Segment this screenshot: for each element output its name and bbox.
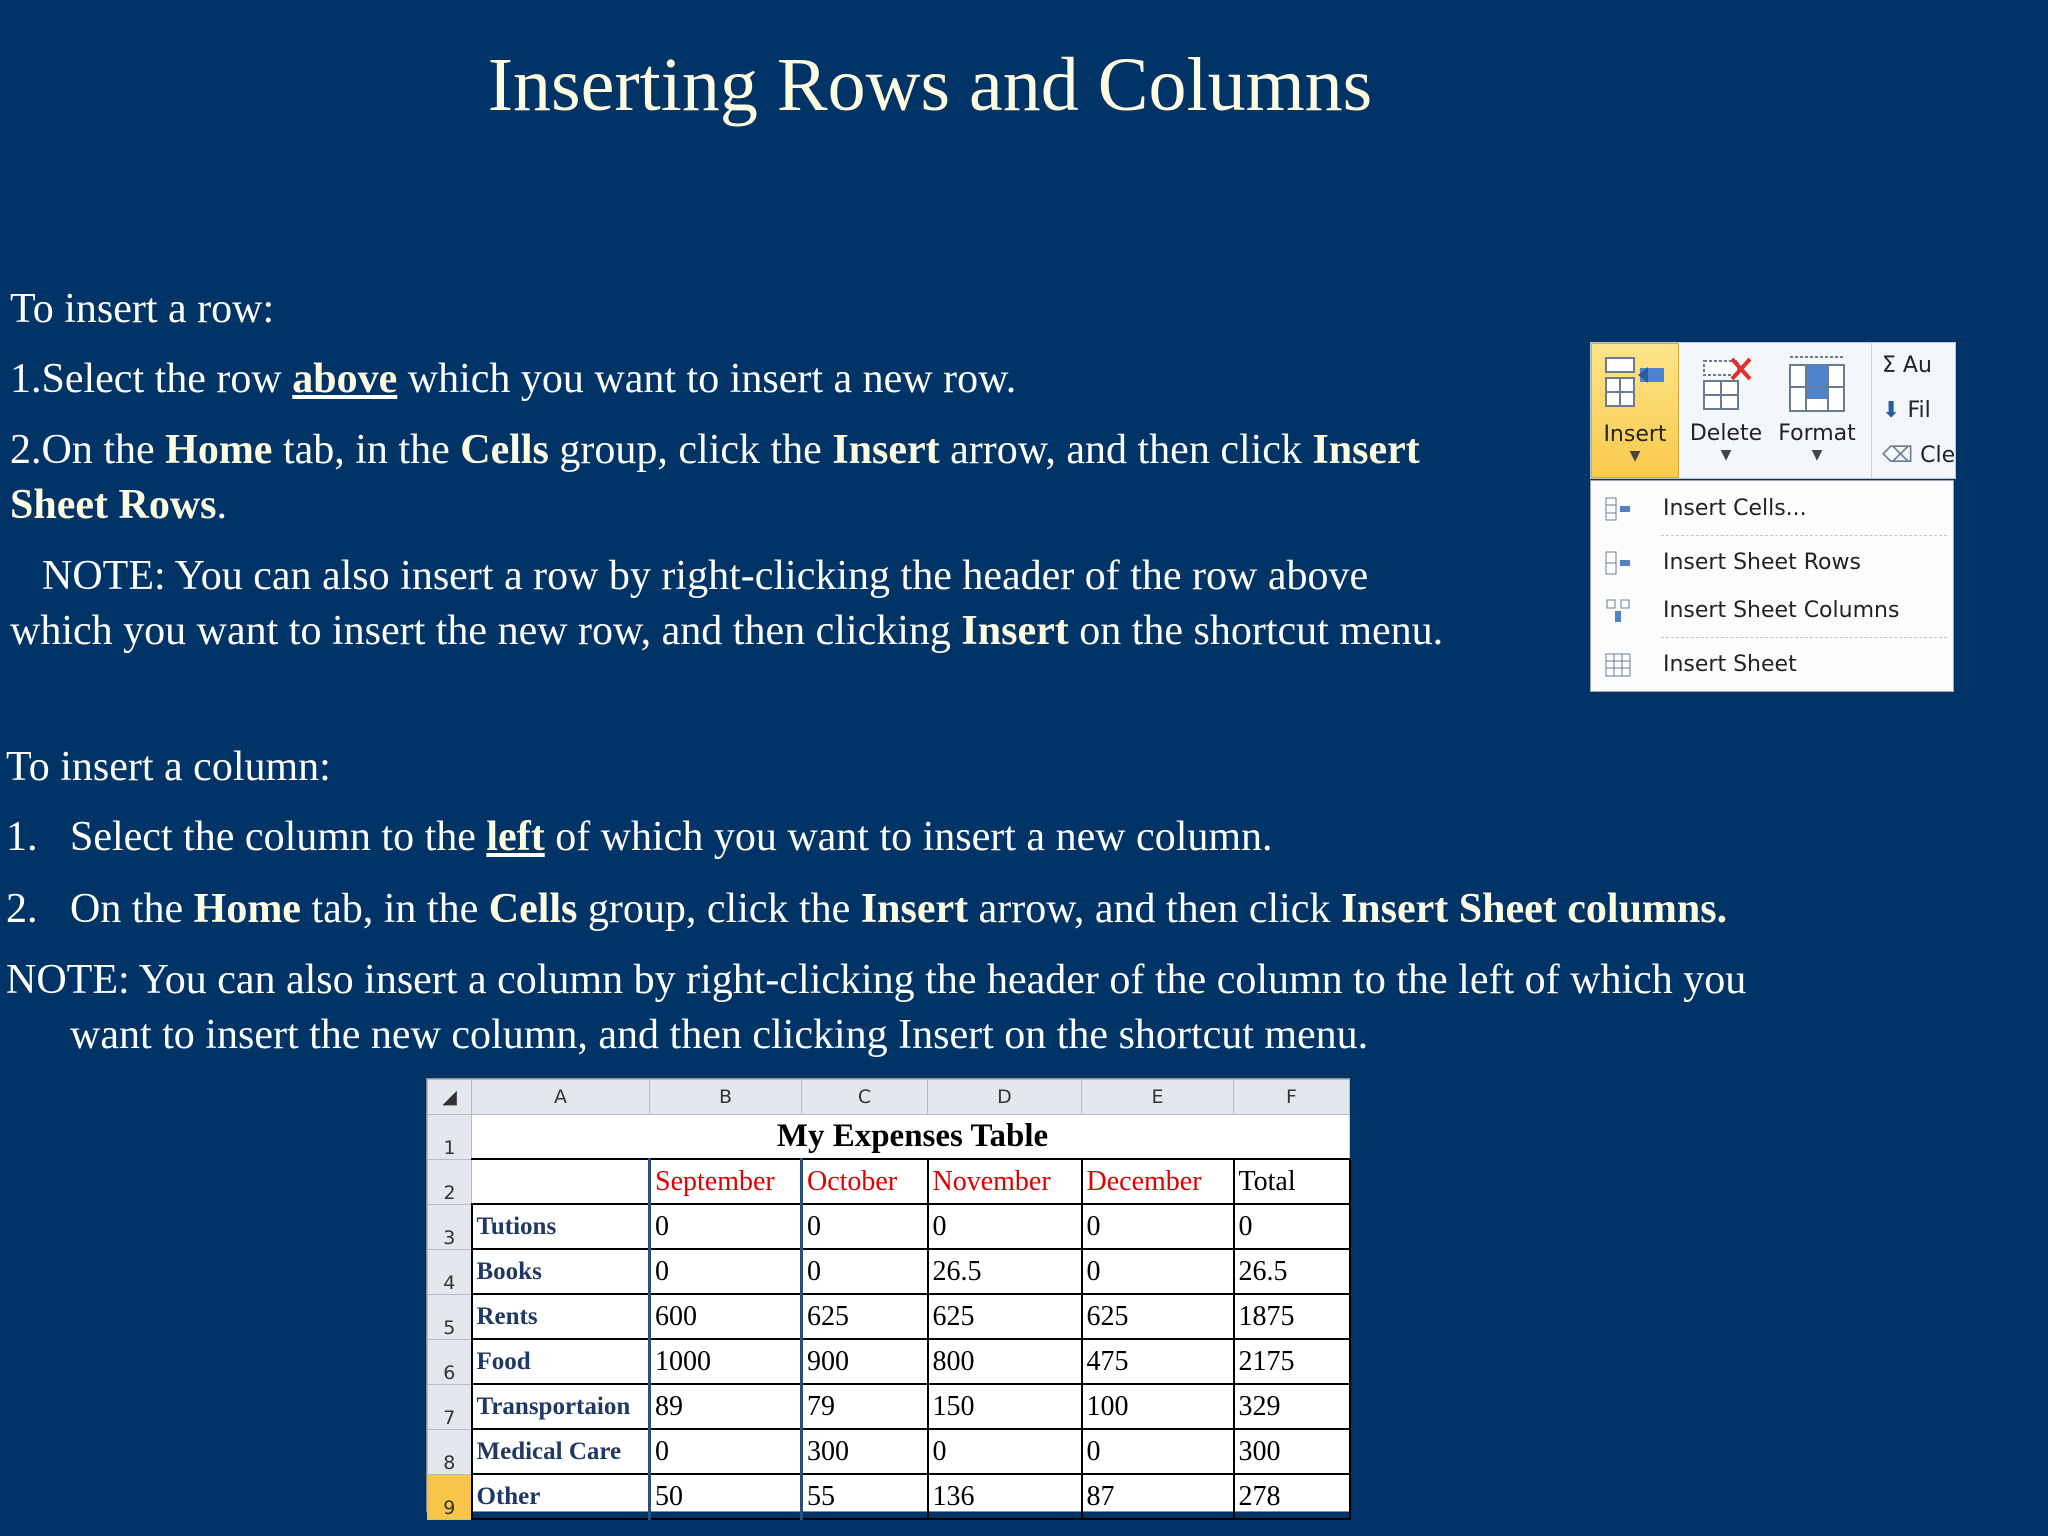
cell-value[interactable]: 0 <box>928 1204 1082 1249</box>
delete-dropdown-arrow-icon[interactable]: ▼ <box>1720 447 1732 463</box>
row-heading: To insert a row: <box>10 286 275 332</box>
cell-category-label[interactable]: Other <box>472 1474 650 1519</box>
cell-value[interactable]: 55 <box>802 1474 928 1519</box>
insert-button[interactable] <box>1591 343 1679 478</box>
row-step-2-cont: Sheet Rows. <box>10 482 227 528</box>
cell-total-header[interactable]: Total <box>1234 1159 1350 1204</box>
eraser-icon: ⌫ <box>1882 443 1914 468</box>
delete-label: Delete <box>1689 421 1763 446</box>
cell-value[interactable]: 800 <box>928 1339 1082 1384</box>
column-step-2: 2. On the Home tab, in the Cells group, click the Insert arrow, and then click Insert Sheet columns. <box>6 886 1728 932</box>
insert-columns-menu-icon <box>1605 599 1631 623</box>
column-header-b[interactable]: B <box>650 1080 802 1115</box>
cell-value[interactable]: 100 <box>1082 1384 1234 1429</box>
autosum-button[interactable]: Σ Au <box>1882 353 1932 378</box>
cell-value[interactable]: 900 <box>802 1339 928 1384</box>
cell-month-header[interactable]: September <box>650 1159 802 1204</box>
column-step-1: 1. Select the column to the left of which you want to insert a new column. <box>6 814 1273 860</box>
cell-value[interactable]: 1875 <box>1234 1294 1350 1339</box>
cell-value[interactable]: 2175 <box>1234 1339 1350 1384</box>
cell-value[interactable]: 0 <box>1082 1249 1234 1294</box>
delete-button[interactable] <box>1683 343 1769 478</box>
cell-category-label[interactable]: Rents <box>472 1294 650 1339</box>
clear-button[interactable]: ⌫ Cle <box>1882 443 1956 468</box>
cell-value[interactable]: 136 <box>928 1474 1082 1519</box>
cell-value[interactable]: 600 <box>650 1294 802 1339</box>
editing-group <box>1871 343 1956 478</box>
table-row <box>428 1294 1350 1339</box>
cell-value[interactable]: 278 <box>1234 1474 1350 1519</box>
format-label: Format <box>1778 421 1856 446</box>
insert-cells-icon <box>1602 354 1668 410</box>
row-step-2: 2.On the Home tab, in the Cells group, click the Insert arrow, and then click Insert <box>10 427 1420 473</box>
insert-rows-menu-icon <box>1605 551 1631 575</box>
cell-value[interactable]: 87 <box>1082 1474 1234 1519</box>
cell-value[interactable]: 150 <box>928 1384 1082 1429</box>
row-header[interactable]: 7 <box>428 1384 472 1429</box>
cell-category-label[interactable]: Transportaion <box>472 1384 650 1429</box>
cell-value[interactable]: 0 <box>1234 1204 1350 1249</box>
column-heading: To insert a column: <box>6 744 331 790</box>
menu-insert-sheet[interactable]: Insert Sheet <box>1591 641 1953 689</box>
row-header-2[interactable]: 2 <box>428 1159 472 1204</box>
format-dropdown-arrow-icon[interactable]: ▼ <box>1811 447 1823 463</box>
insert-cells-menu-icon <box>1605 497 1631 521</box>
cell-value[interactable]: 0 <box>928 1429 1082 1474</box>
cell[interactable] <box>472 1159 650 1204</box>
cell-value[interactable]: 0 <box>1082 1204 1234 1249</box>
column-note-line-1: NOTE: You can also insert a column by right-clicking the header of the column to the left of which you <box>6 957 1747 1003</box>
row-header[interactable]: 5 <box>428 1294 472 1339</box>
fill-down-icon: ⬇ <box>1882 398 1901 423</box>
cell-category-label[interactable]: Tutions <box>472 1204 650 1249</box>
menu-separator <box>1661 637 1947 638</box>
cell-value[interactable]: 300 <box>1234 1429 1350 1474</box>
column-header-f[interactable]: F <box>1234 1080 1350 1115</box>
cell-value[interactable]: 0 <box>802 1249 928 1294</box>
cell-value[interactable]: 625 <box>928 1294 1082 1339</box>
row-header[interactable]: 3 <box>428 1204 472 1249</box>
table-row <box>428 1429 1350 1474</box>
expenses-spreadsheet <box>426 1078 1350 1519</box>
cell-value[interactable]: 1000 <box>650 1339 802 1384</box>
menu-separator <box>1661 535 1947 536</box>
column-header-d[interactable]: D <box>928 1080 1082 1115</box>
cell-value[interactable]: 625 <box>802 1294 928 1339</box>
table-row <box>428 1474 1350 1519</box>
insert-dropdown-menu <box>1590 480 1954 692</box>
fill-button[interactable]: ⬇ Fil <box>1882 398 1931 423</box>
cell-category-label[interactable]: Medical Care <box>472 1429 650 1474</box>
insert-dropdown-arrow-icon[interactable]: ▼ <box>1629 448 1641 464</box>
cells-group-ribbon <box>1590 342 1956 479</box>
sheet-title-cell[interactable]: My Expenses Table <box>472 1115 1350 1160</box>
cell-value[interactable]: 300 <box>802 1429 928 1474</box>
cell-month-header[interactable]: November <box>928 1159 1082 1204</box>
cell-value[interactable]: 50 <box>650 1474 802 1519</box>
menu-insert-sheet-columns[interactable]: Insert Sheet Columns <box>1591 587 1953 635</box>
column-header-c[interactable]: C <box>802 1080 928 1115</box>
cell-value[interactable]: 0 <box>650 1249 802 1294</box>
cell-category-label[interactable]: Books <box>472 1249 650 1294</box>
cell-value[interactable]: 26.5 <box>1234 1249 1350 1294</box>
cell-month-header[interactable]: October <box>802 1159 928 1204</box>
cell-value[interactable]: 0 <box>650 1429 802 1474</box>
cell-value[interactable]: 475 <box>1082 1339 1234 1384</box>
table-row <box>428 1339 1350 1384</box>
insert-sheet-menu-icon <box>1605 653 1631 677</box>
delete-cells-icon <box>1696 353 1756 413</box>
cell-value[interactable]: 0 <box>650 1204 802 1249</box>
menu-insert-cells[interactable]: Insert Cells... <box>1591 485 1953 533</box>
insert-label: Insert <box>1603 422 1667 447</box>
cell-value[interactable]: 625 <box>1082 1294 1234 1339</box>
cell-value[interactable]: 0 <box>1082 1429 1234 1474</box>
table-row <box>428 1249 1350 1294</box>
row-step-1: 1.Select the row above which you want to insert a new row. <box>10 356 1017 402</box>
table-row <box>428 1204 1350 1249</box>
column-header-a[interactable]: A <box>472 1080 650 1115</box>
cell-value[interactable]: 79 <box>802 1384 928 1429</box>
format-button[interactable] <box>1771 343 1863 478</box>
cell-value[interactable]: 0 <box>802 1204 928 1249</box>
menu-insert-sheet-rows[interactable]: Insert Sheet Rows <box>1591 539 1953 587</box>
column-header-e[interactable]: E <box>1082 1080 1234 1115</box>
cell-value[interactable]: 329 <box>1234 1384 1350 1429</box>
row-note-line-1: NOTE: You can also insert a row by right-clicking the header of the row above <box>42 553 1369 599</box>
row-header[interactable]: 9 <box>428 1474 472 1519</box>
row-header-1[interactable]: 1 <box>428 1115 472 1160</box>
table-row <box>428 1384 1350 1429</box>
cell-month-header[interactable]: December <box>1082 1159 1234 1204</box>
row-header[interactable]: 4 <box>428 1249 472 1294</box>
row-note-line-2: which you want to insert the new row, and then clicking Insert on the shortcut menu. <box>10 608 1444 654</box>
slide-title: Inserting Rows and Columns <box>487 43 1373 127</box>
cell-value[interactable]: 89 <box>650 1384 802 1429</box>
cell-value[interactable]: 26.5 <box>928 1249 1082 1294</box>
format-cells-icon <box>1784 353 1850 415</box>
row-header[interactable]: 6 <box>428 1339 472 1384</box>
row-header[interactable]: 8 <box>428 1429 472 1474</box>
select-all-corner[interactable]: ◢ <box>428 1080 472 1115</box>
column-note-line-2: want to insert the new column, and then clicking Insert on the shortcut menu. <box>70 1012 1369 1058</box>
cell-category-label[interactable]: Food <box>472 1339 650 1384</box>
